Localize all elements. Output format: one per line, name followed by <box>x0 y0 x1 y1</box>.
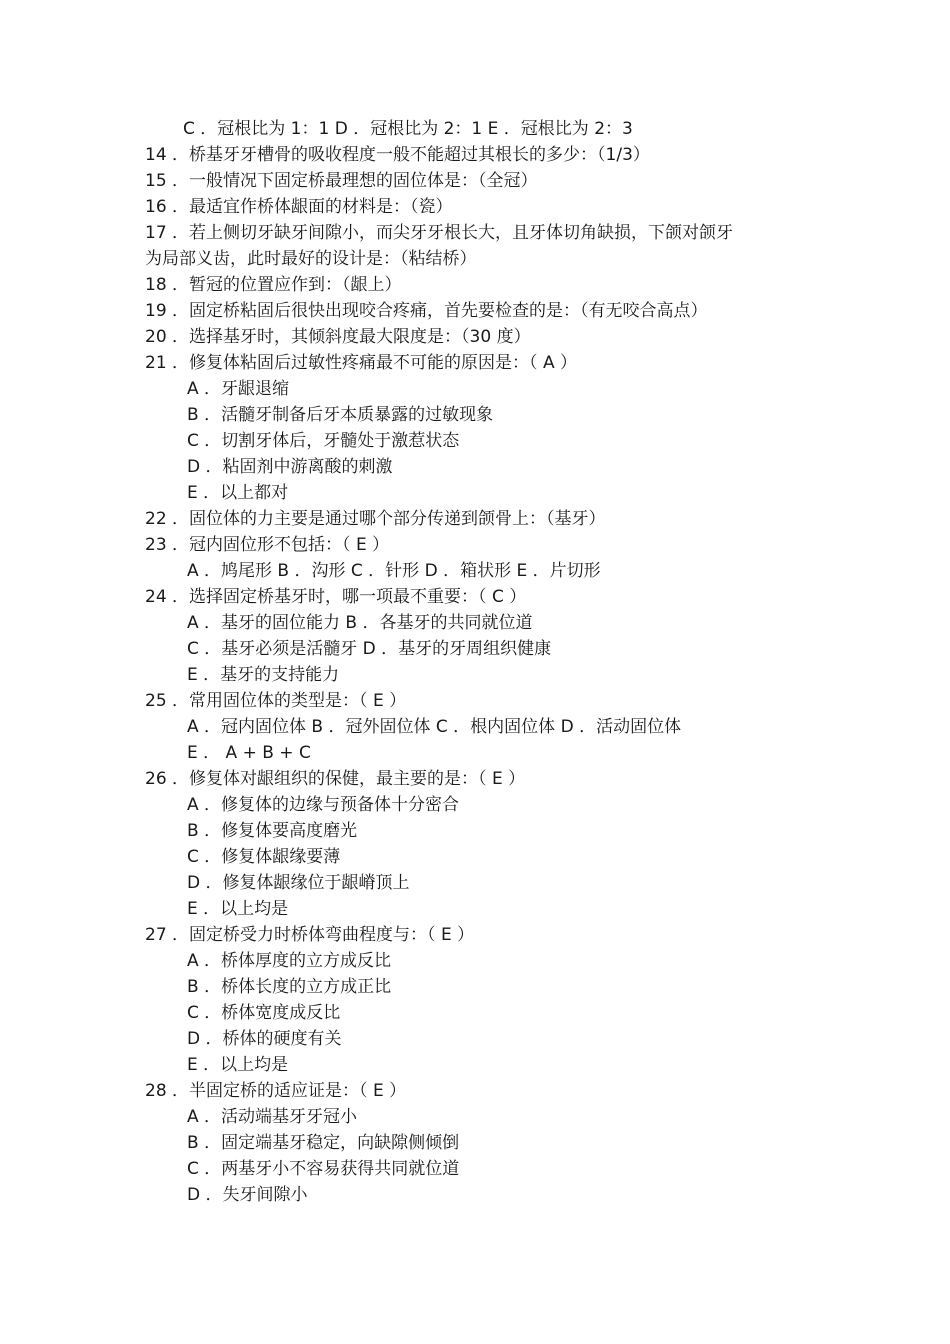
text-line: 19 ．固定桥粘固后很快出现咬合疼痛，首先要检查的是：（有无咬合高点） <box>145 301 708 321</box>
text-line: 28 ．半固定桥的适应证是：（ E ） <box>145 1081 407 1101</box>
text-line: 20 ．选择基牙时，其倾斜度最大限度是：（30 度） <box>145 327 531 347</box>
text-line: 21 ．修复体粘固后过敏性疼痛最不可能的原因是：（ A ） <box>145 353 577 373</box>
text-line: C ．两基牙小不容易获得共同就位道 <box>187 1159 460 1179</box>
text-line: E ．以上均是 <box>187 1055 289 1075</box>
text-line: C ．冠根比为 1：1 D ．冠根比为 2：1 E ．冠根比为 2：3 <box>183 119 633 139</box>
text-line: E ．以上均是 <box>187 899 289 919</box>
text-line: D ．修复体龈缘位于龈嵴顶上 <box>187 873 410 893</box>
text-line: A ．活动端基牙牙冠小 <box>187 1107 358 1127</box>
text-line: A ．冠内固位体 B ．冠外固位体 C ．根内固位体 D ．活动固位体 <box>187 717 682 737</box>
text-line: 为局部义齿，此时最好的设计是：（粘结桥） <box>145 249 477 269</box>
text-line: 24 ．选择固定桥基牙时，哪一项最不重要：（ C ） <box>145 587 527 607</box>
text-line: B ．桥体长度的立方成正比 <box>187 977 392 997</box>
text-line: A ．修复体的边缘与预备体十分密合 <box>187 795 460 815</box>
text-line: E ． A + B + C <box>187 743 311 763</box>
text-line: A ．鸠尾形 B ．沟形 C ．针形 D ．箱状形 E ．片切形 <box>187 561 601 581</box>
text-line: 27 ．固定桥受力时桥体弯曲程度与：（ E ） <box>145 925 475 945</box>
text-line: D ．粘固剂中游离酸的刺激 <box>187 457 393 477</box>
text-line: 17 ．若上侧切牙缺牙间隙小，而尖牙牙根长大，且牙体切角缺损，下颌对颌牙 <box>145 223 734 243</box>
text-line: E ．基牙的支持能力 <box>187 665 340 685</box>
text-line: D ．失牙间隙小 <box>187 1185 308 1205</box>
text-line: B ．固定端基牙稳定，向缺隙侧倾倒 <box>187 1133 460 1153</box>
text-line: 25 ．常用固位体的类型是：（ E ） <box>145 691 407 711</box>
text-line: A ．基牙的固位能力 B ．各基牙的共同就位道 <box>187 613 533 633</box>
text-line: C ．切割牙体后，牙髓处于激惹状态 <box>187 431 460 451</box>
text-line: 23 ．冠内固位形不包括：（ E ） <box>145 535 390 555</box>
text-line: C ．桥体宽度成反比 <box>187 1003 341 1023</box>
text-line: B ．修复体要高度磨光 <box>187 821 358 841</box>
text-line: E ．以上都对 <box>187 483 289 503</box>
text-line: B ．活髓牙制备后牙本质暴露的过敏现象 <box>187 405 494 425</box>
text-line: 26 ．修复体对龈组织的保健，最主要的是：（ E ） <box>145 769 526 789</box>
text-line: A ．牙龈退缩 <box>187 379 290 399</box>
text-line: 14 ．桥基牙牙槽骨的吸收程度一般不能超过其根长的多少：（1/3） <box>145 145 650 165</box>
text-line: A ．桥体厚度的立方成反比 <box>187 951 392 971</box>
text-line: 22 ．固位体的力主要是通过哪个部分传递到颌骨上：（基牙） <box>145 509 606 529</box>
text-line: C ．基牙必须是活髓牙 D ．基牙的牙周组织健康 <box>187 639 552 659</box>
text-line: 16 ．最适宜作桥体龈面的材料是：（瓷） <box>145 197 453 217</box>
text-line: 18 ．暂冠的位置应作到：（龈上） <box>145 275 402 295</box>
text-line: D ．桥体的硬度有关 <box>187 1029 342 1049</box>
text-line: C ．修复体龈缘要薄 <box>187 847 341 867</box>
text-line: 15 ．一般情况下固定桥最理想的固位体是：（全冠） <box>145 171 538 191</box>
